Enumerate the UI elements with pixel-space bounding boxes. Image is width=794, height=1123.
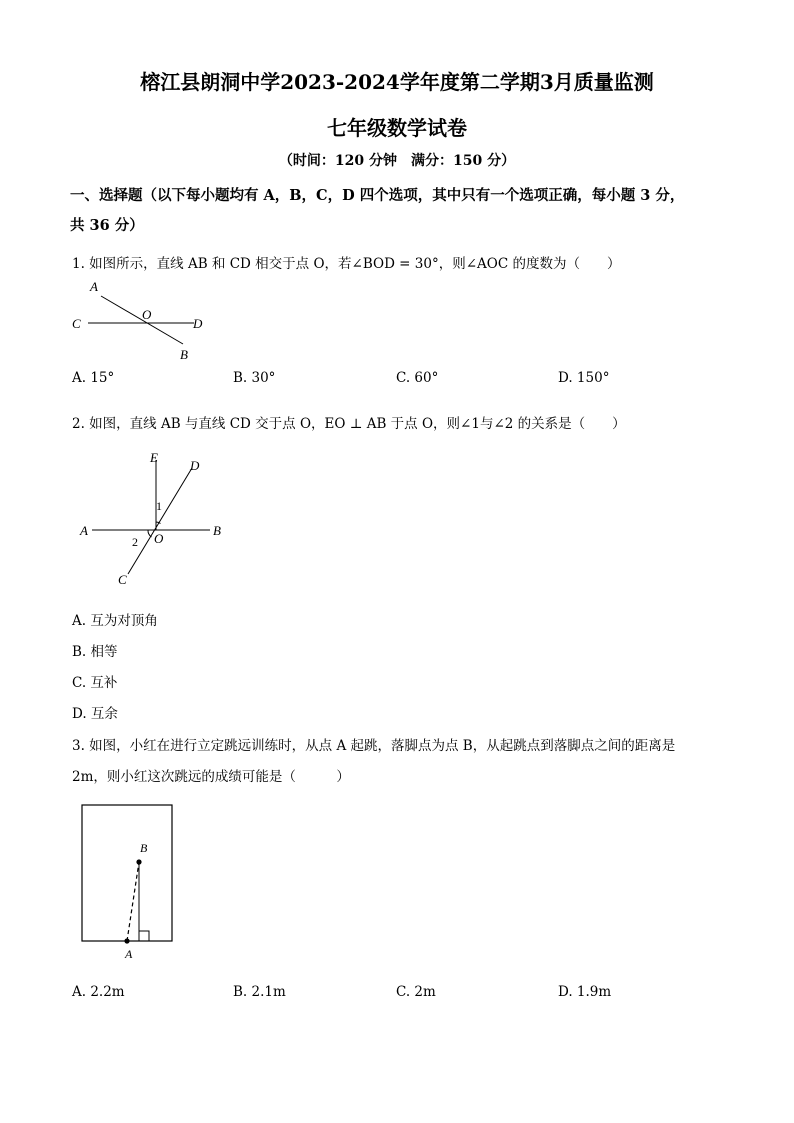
question-2-text: 2. 如图，直线 AB 与直线 CD 交于点 O，EO ⊥ AB 于点 O，则∠1与∠2 的关系是（ ） [72,416,626,432]
q3-option-a: A. 2.2m [72,984,125,1000]
q2-option-c: C. 互补 [72,675,118,691]
label-C: C [72,316,81,331]
exam-title: 榕江县朗洞中学2023-2024学年度第二学期3月质量监测 [140,70,654,94]
label-E: E [150,450,158,465]
label-B: B [213,523,221,538]
question-3-text-cont: 2m，则小红这次跳远的成绩可能是（ ） [72,769,350,785]
section-heading: 一、选择题（以下每小题均有 A，B，C，D 四个选项，其中只有一个选项正确，每小题 3 分， [70,187,685,204]
q2-option-b: B. 相等 [72,644,118,660]
q3-option-b: B. 2.1m [233,984,286,1000]
exam-subtitle: 七年级数学试卷 [327,116,467,140]
q1-option-c: C. 60° [396,370,439,386]
angle-1-label: 1 [156,499,162,513]
label-A: A [80,523,88,538]
label-D: D [193,316,203,331]
question-2-figure [70,446,240,591]
label-D: D [190,458,200,473]
label-B: B [180,347,188,362]
label-A: A [90,279,98,294]
label-O: O [142,307,152,322]
question-3-text: 3. 如图，小红在进行立定跳远训练时，从点 A 起跳，落脚点为点 B，从起跳点到落脚点之间的距离是 [72,738,676,754]
label-A: A [125,947,133,961]
exam-info: （时间：120 分钟 满分：150 分） [278,153,516,169]
q3-option-d: D. 1.9m [558,984,612,1000]
question-1-figure [66,275,226,365]
question-1-text: 1. 如图所示，直线 AB 和 CD 相交于点 O，若∠BOD = 30°，则∠AOC 的度数为（ ） [72,256,621,272]
q2-option-d: D. 互余 [72,706,118,722]
q1-option-d: D. 150° [558,370,610,386]
label-O: O [154,531,164,546]
q1-option-a: A. 15° [72,370,115,386]
question-3-figure [76,800,180,968]
label-B: B [140,841,148,855]
angle-2-label: 2 [132,535,138,549]
section-heading-cont: 共 36 分） [70,217,144,234]
q3-option-c: C. 2m [396,984,436,1000]
q1-option-b: B. 30° [233,370,276,386]
q2-option-a: A. 互为对顶角 [72,613,158,629]
label-C: C [118,572,127,587]
